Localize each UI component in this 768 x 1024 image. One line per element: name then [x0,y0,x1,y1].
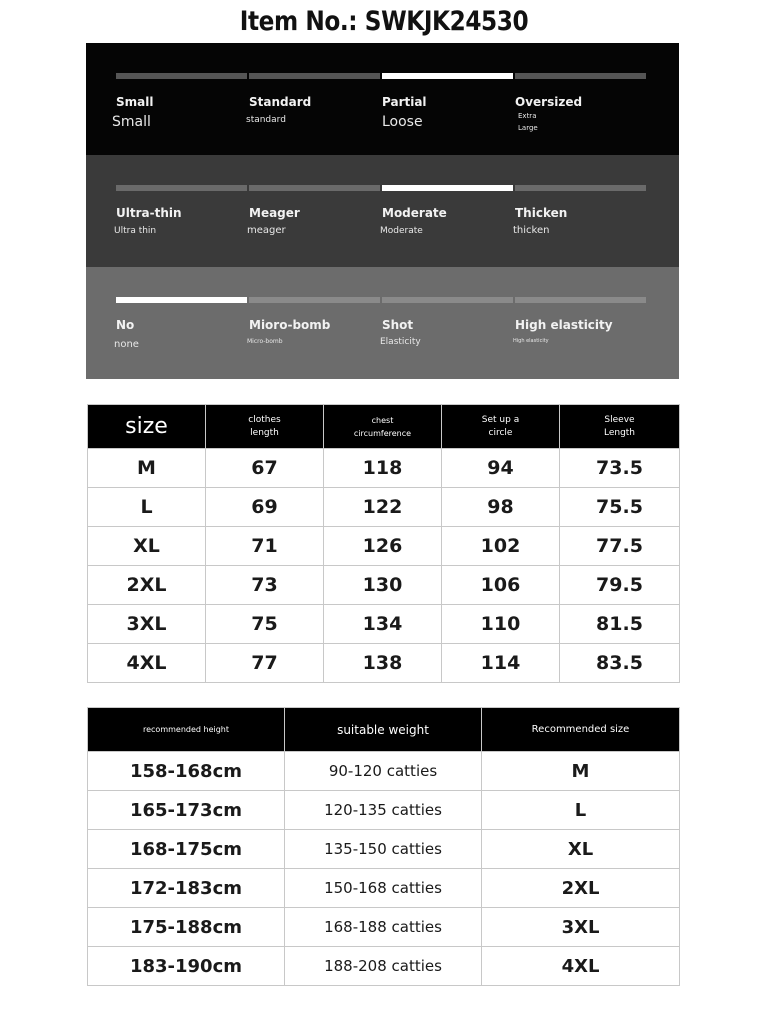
sleeve-length-cell: 77.5 [560,527,680,566]
weight-cell: 90-120 catties [285,752,482,791]
elasticity-option-sub: Micro-bomb [247,338,283,345]
chest-circumference-header: chest circumference [324,405,442,449]
fit-bar-small [116,73,247,79]
sleeve-length-cell: 75.5 [560,488,680,527]
recommended-size-cell: 2XL [482,869,680,908]
fit-option-sub: Loose [382,114,423,130]
recommended-size-header: Recommended size [482,708,680,752]
thickness-option-label: Meager [249,206,300,220]
fit-bar-oversized [515,73,646,79]
clothes-length-header: clothes length [206,405,324,449]
suitable-weight-header: suitable weight [285,708,482,752]
size-cell: M [88,449,206,488]
sleeve-length-cell: 81.5 [560,605,680,644]
fit-option-sub: standard [246,115,286,125]
size-cell: XL [88,527,206,566]
chest-cell: 130 [324,566,442,605]
elasticity-option-sub: none [114,339,139,350]
elasticity-bar-shot [382,297,513,303]
circle-cell: 106 [442,566,560,605]
height-cell: 172-183cm [88,869,285,908]
thickness-option-label: Ultra-thin [116,206,182,220]
set-up-circle-header: Set up a circle [442,405,560,449]
fit-bar-partial [382,73,513,79]
size-chart-row [88,566,680,605]
thickness-option-sub: meager [247,225,286,236]
recommendation-row [88,830,680,869]
height-cell: 165-173cm [88,791,285,830]
chest-cell: 122 [324,488,442,527]
size-cell: 3XL [88,605,206,644]
elasticity-option-label: Shot [382,318,414,332]
item-number-title: Item No.: SWKJK24530 [239,6,529,37]
size-cell: L [88,488,206,527]
size-chart-row [88,605,680,644]
chest-cell: 138 [324,644,442,683]
attribute-panel [86,43,679,379]
recommendation-row [88,908,680,947]
fit-bar-standard [249,73,380,79]
recommendation-row [88,752,680,791]
height-cell: 158-168cm [88,752,285,791]
size-chart-row [88,527,680,566]
clothes-length-cell: 77 [206,644,324,683]
elasticity-band [86,267,679,379]
size-header: size [88,405,206,449]
elasticity-option-sub: High elasticity [513,338,549,344]
weight-cell: 135-150 catties [285,830,482,869]
weight-cell: 168-188 catties [285,908,482,947]
thickness-bar-moderate [382,185,513,191]
weight-cell: 120-135 catties [285,791,482,830]
sleeve-length-cell: 79.5 [560,566,680,605]
thickness-option-label: Thicken [515,206,568,220]
elasticity-bar-no [116,297,247,303]
clothes-length-cell: 69 [206,488,324,527]
recommendation-row [88,947,680,986]
weight-cell: 150-168 catties [285,869,482,908]
fit-band [86,43,679,155]
elasticity-bar-micro-bomb [249,297,380,303]
elasticity-option-label: Mioro-bomb [249,318,331,332]
sleeve-length-cell: 73.5 [560,449,680,488]
recommended-size-cell: M [482,752,680,791]
thickness-bar-meager [249,185,380,191]
elasticity-option-sub: Elasticity [380,337,421,347]
sleeve-length-cell: 83.5 [560,644,680,683]
circle-cell: 94 [442,449,560,488]
elasticity-bar-high [515,297,646,303]
weight-cell: 188-208 catties [285,947,482,986]
fit-option-sub: Extra Large [518,112,538,132]
size-chart-table [87,404,680,683]
thickness-option-label: Moderate [382,206,447,220]
size-cell: 2XL [88,566,206,605]
clothes-length-cell: 67 [206,449,324,488]
size-chart-row [88,449,680,488]
recommended-size-cell: 4XL [482,947,680,986]
recommended-size-cell: XL [482,830,680,869]
recommended-size-cell: L [482,791,680,830]
height-cell: 168-175cm [88,830,285,869]
size-chart-row [88,488,680,527]
fit-option-label: Oversized [515,95,583,109]
thickness-option-sub: Ultra thin [114,226,157,236]
circle-cell: 98 [442,488,560,527]
elasticity-option-label: No [116,318,135,332]
fit-option-label: Partial [382,95,427,109]
circle-cell: 110 [442,605,560,644]
size-chart-row [88,644,680,683]
sleeve-length-header: Sleeve Length [560,405,680,449]
chest-cell: 118 [324,449,442,488]
height-cell: 175-188cm [88,908,285,947]
thickness-bar-thicken [515,185,646,191]
fit-option-sub: Small [112,114,151,130]
fit-option-label: Standard [249,95,312,109]
height-cell: 183-190cm [88,947,285,986]
chest-cell: 126 [324,527,442,566]
circle-cell: 114 [442,644,560,683]
thickness-option-sub: Moderate [380,226,423,236]
thickness-bar-ultra-thin [116,185,247,191]
recommended-size-cell: 3XL [482,908,680,947]
thickness-option-sub: thicken [513,225,550,236]
thickness-band [86,155,679,267]
recommended-height-header: recommended height [88,708,285,752]
clothes-length-cell: 75 [206,605,324,644]
chest-cell: 134 [324,605,442,644]
recommendation-table [87,707,680,986]
size-chart-header-row [88,405,680,449]
clothes-length-cell: 73 [206,566,324,605]
size-cell: 4XL [88,644,206,683]
recommendation-header-row [88,708,680,752]
recommendation-row [88,869,680,908]
fit-option-label: Small [116,95,154,109]
circle-cell: 102 [442,527,560,566]
elasticity-option-label: High elasticity [515,318,613,332]
recommendation-row [88,791,680,830]
clothes-length-cell: 71 [206,527,324,566]
